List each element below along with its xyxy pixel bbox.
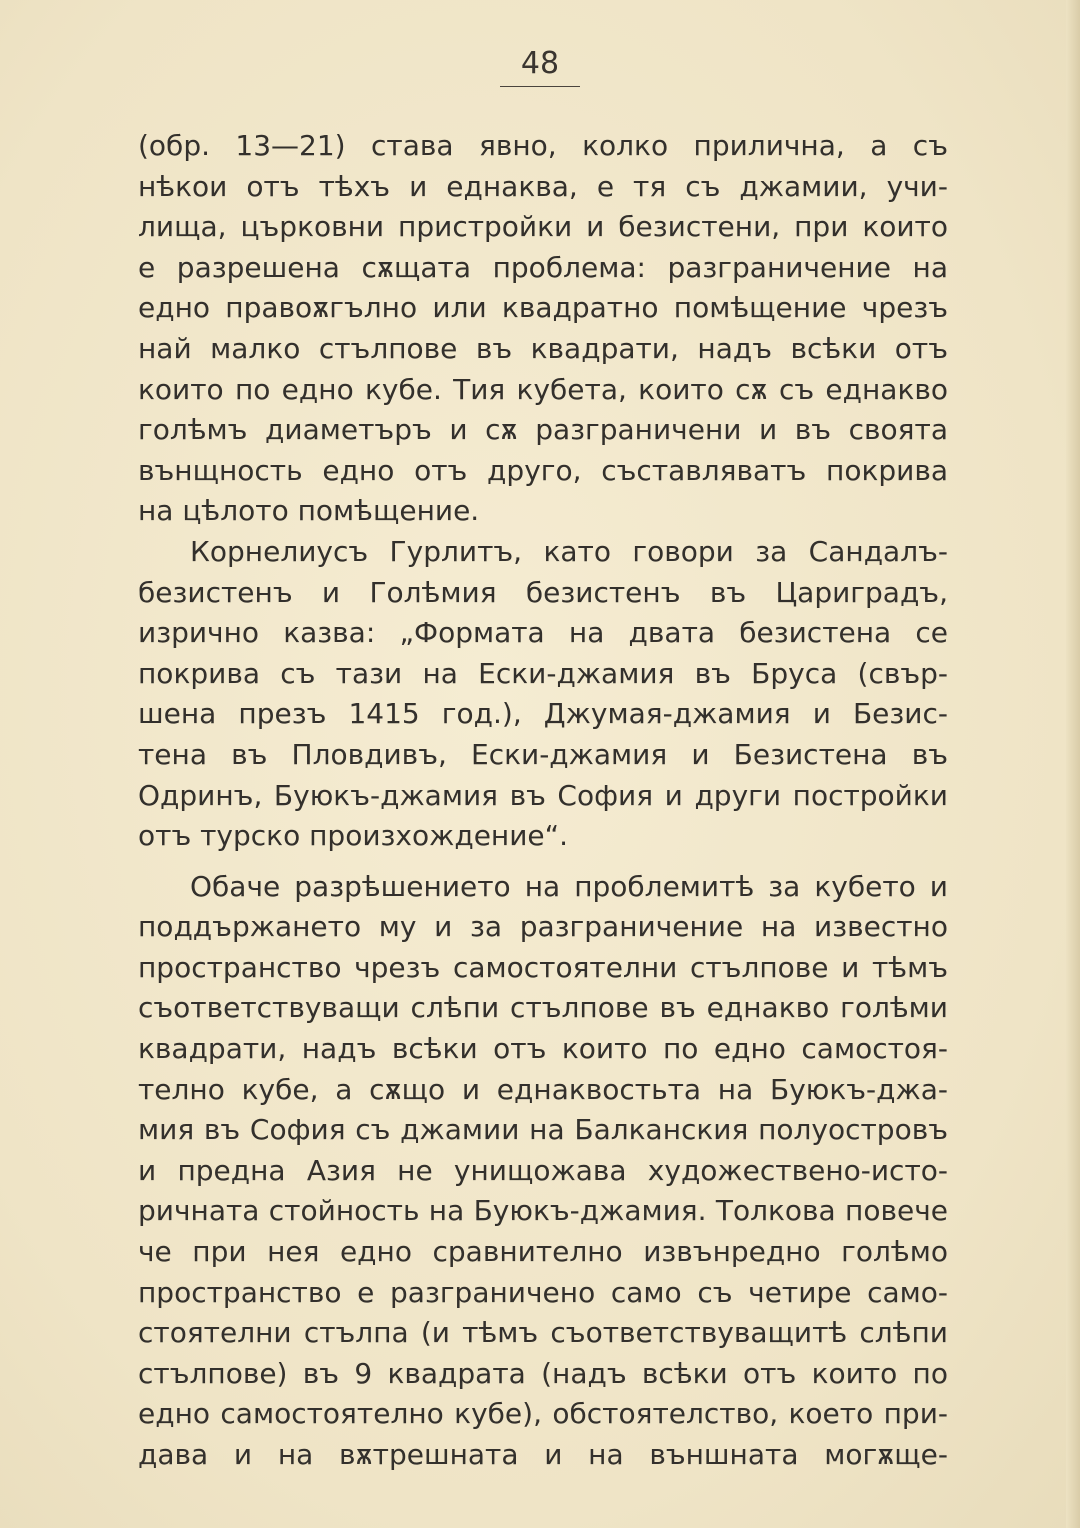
text-line: квадрати, надъ всѣки отъ които по едно самостоя- xyxy=(138,1032,948,1066)
text-line: мия въ София съ джамии на Балканския полуостровъ xyxy=(138,1113,948,1147)
paragraph-2 xyxy=(138,532,948,857)
text-line: изрично казва: „Формата на двата безистена се xyxy=(138,616,948,650)
text-line: пространство чрезъ самостоятелни стълпове и тѣмъ xyxy=(138,950,948,984)
text-line: най малко стълпове въ квадрати, надъ всѣки отъ xyxy=(138,331,948,365)
text-line: стълпове) въ 9 квадрата (надъ всѣки отъ които по xyxy=(138,1356,948,1390)
text-line: едно самостоятелно кубе), обстоятелство, което при- xyxy=(138,1397,948,1431)
text-line: Корнелиусъ Гурлитъ, като говори за Сандалъ- xyxy=(190,534,948,568)
text-line: лища, църковни пристройки и безистени, при които xyxy=(138,210,948,244)
text-line: покрива съ тази на Ески-джамия въ Бруса (свър- xyxy=(138,656,948,690)
text-line: Обаче разрѣшението на проблемитѣ за кубето и xyxy=(190,869,948,903)
text-line: ричната стойность на Буюкъ-джамия. Толкова повече xyxy=(138,1194,948,1228)
paragraph-1 xyxy=(138,126,948,532)
text-line: нѣкои отъ тѣхъ и еднаква, е тя съ джамии, учи- xyxy=(138,169,948,203)
text-line: тена въ Пловдивъ, Ески-джамия и Безистена въ xyxy=(138,737,948,771)
text-line: стоятелни стълпа (и тѣмъ съответствуващитѣ слѣпи xyxy=(138,1316,948,1350)
text-line: съответствуващи слѣпи стълпове въ еднакво голѣми xyxy=(138,991,948,1025)
text-line: че при нея едно сравнително извънредно голѣмо xyxy=(138,1235,948,1269)
text-line: Одринъ, Буюкъ-джамия въ София и други постройки xyxy=(138,778,948,812)
text-line: безистенъ и Голѣмия безистенъ въ Цариградъ, xyxy=(138,575,948,609)
text-line: едно правоѫгълно или квадратно помѣщение чрезъ xyxy=(138,291,948,325)
body-text xyxy=(138,126,948,1476)
text-line: и предна Азия не унищожава художествено-исто- xyxy=(138,1153,948,1187)
text-line: пространство е разграничено само съ четире само- xyxy=(138,1275,948,1309)
page-edge-shadow xyxy=(1066,0,1080,1528)
page-number-underline xyxy=(500,86,580,87)
text-line: голѣмъ диаметъръ и сѫ разграничени и въ своята xyxy=(138,413,948,447)
text-line: е разрешена сѫщата проблема: разграничение на xyxy=(138,250,948,284)
text-line: отъ турско произхождение“. xyxy=(138,819,569,853)
text-line: вънщность едно отъ друго, съставляватъ покрива xyxy=(138,453,948,487)
paragraph-spacer xyxy=(138,857,948,867)
text-line: (обр. 13—21) става явно, колко прилична, а съ xyxy=(138,129,948,162)
text-line: на цѣлото помѣщение. xyxy=(138,494,480,528)
page-number: 48 xyxy=(520,46,560,81)
text-line: дава и на вѫтрешната и на външната могѫще- xyxy=(138,1438,948,1471)
text-line: които по едно кубе. Тия кубета, които сѫ съ еднакво xyxy=(138,372,948,406)
text-line: поддържането му и за разграничение на известно xyxy=(138,910,948,944)
text-line: шена презъ 1415 год.), Джумая-джамия и Безис- xyxy=(138,697,948,731)
paragraph-3 xyxy=(138,867,948,1476)
text-line: телно кубе, а сѫщо и еднаквостьта на Буюкъ-джа- xyxy=(138,1072,948,1106)
